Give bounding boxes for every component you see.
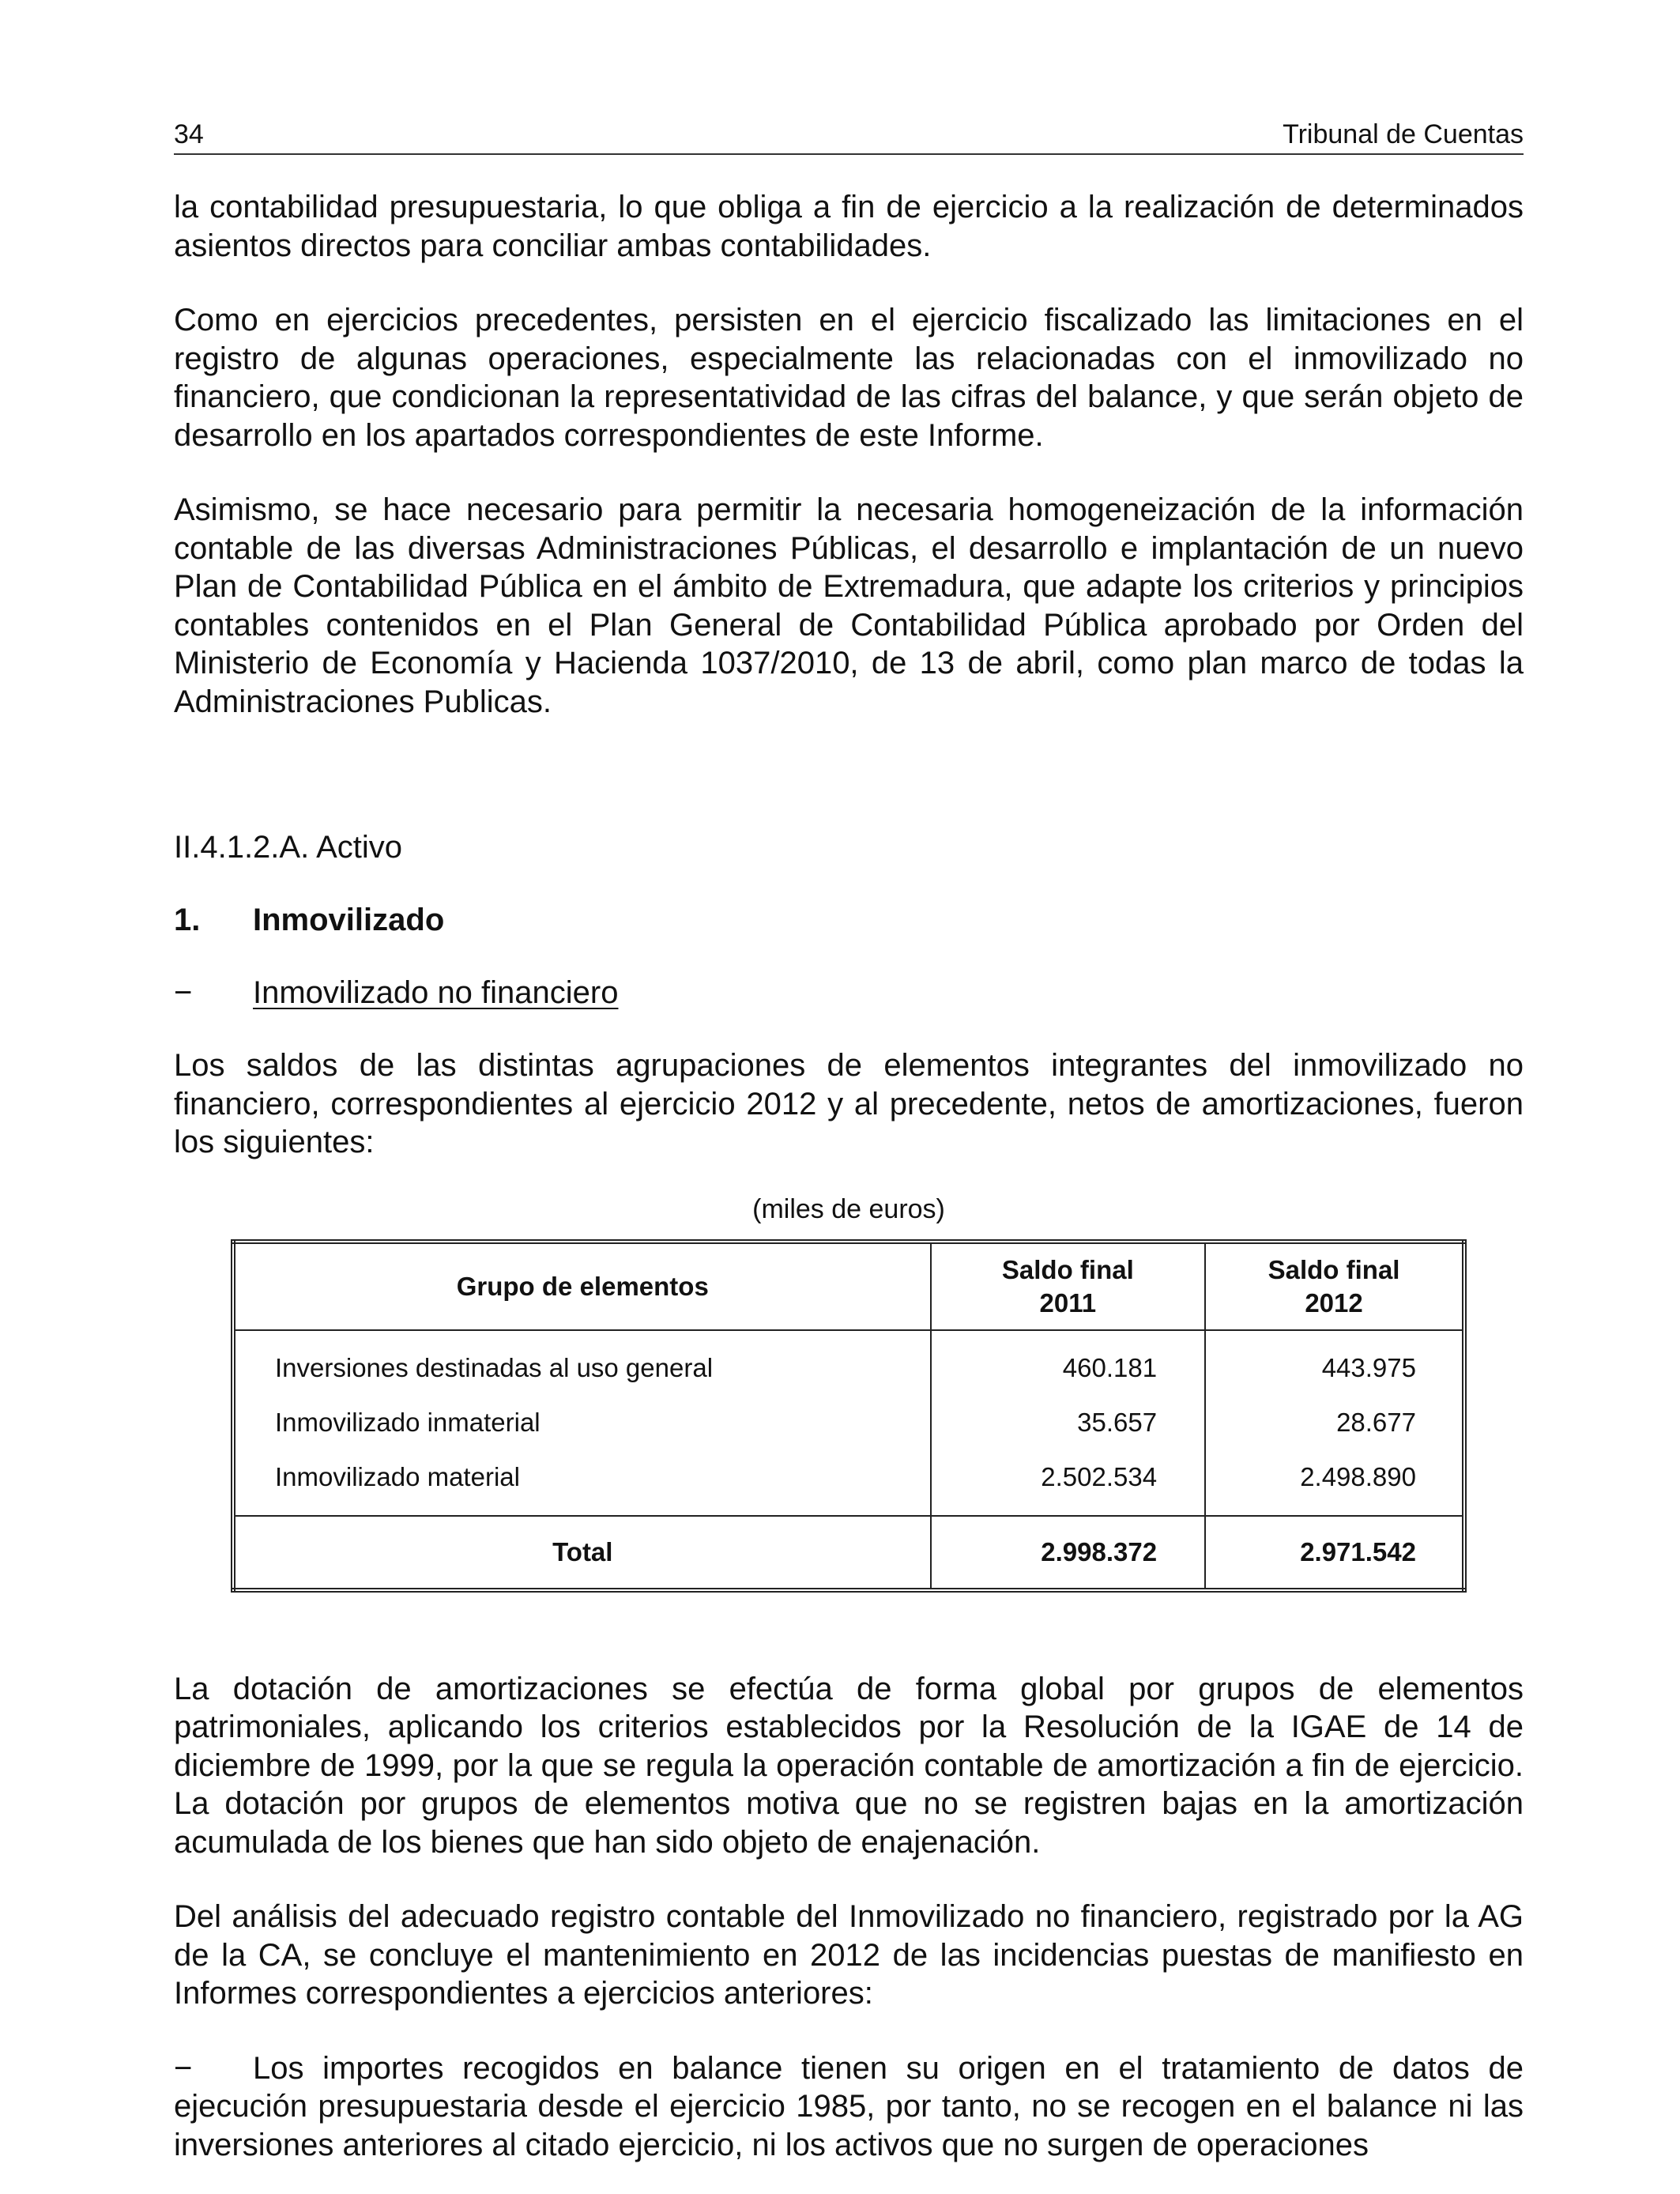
row-label: Inmovilizado material xyxy=(275,1462,520,1491)
page-number: 34 xyxy=(174,119,204,149)
row-value-2012: 2.498.890 xyxy=(1205,1450,1464,1516)
paragraph-5: La dotación de amortizaciones se efectúa de forma global por grupos de elementos patrimoniales, aplicando los criterios establecidos por la Resolución de la IGAE de 14 de diciembre de 1999, por la que se regula la operación contable de amortización a fin de ejercicio. La dotación por grupos de elementos motiva que no se registren bajas en la amortización acumulada de los bienes que han sido objeto de enajenación. xyxy=(174,1671,1524,1860)
total-2011: 2.998.372 xyxy=(931,1516,1206,1590)
bullet-paragraph xyxy=(174,2049,1524,2165)
paragraph-2: Como en ejercicios precedentes, persisten en el ejercicio fiscalizado las limitaciones en el registro de algunas operaciones, especialmente las relacionadas con el inmovilizado no financiero, que condicionan la representatividad de las cifras del balance, y que serán objeto de desarrollo en los apartados correspondientes de este Informe. xyxy=(174,303,1524,453)
row-label: Inversiones destinadas al uso general xyxy=(275,1353,714,1382)
table-total-row xyxy=(233,1516,1464,1590)
bullet-dash: − xyxy=(174,2050,193,2086)
heading-number: 1. xyxy=(174,903,201,937)
dash-marker: − xyxy=(174,975,193,1010)
row-value-2011: 460.181 xyxy=(931,1330,1206,1396)
subheading xyxy=(174,974,1524,1012)
heading-inmovilizado xyxy=(174,901,1524,939)
table-units: (miles de euros) xyxy=(752,1193,945,1224)
header-group: Grupo de elementos xyxy=(233,1242,931,1330)
header-2012: Saldo final 2012 xyxy=(1205,1242,1464,1330)
table-header-row xyxy=(233,1242,1464,1330)
publisher-name: Tribunal de Cuentas xyxy=(1283,119,1524,149)
paragraph-6: Del análisis del adecuado registro contable del Inmovilizado no financiero, registrado por la AG de la CA, se concluye el mantenimiento en 2012 de las incidencias puestas de manifiesto en Informes correspondientes a ejercicios anteriores: xyxy=(174,1899,1524,2011)
paragraph-1: la contabilidad presupuestaria, lo que obliga a fin de ejercicio a la realización de determinados asientos directos para conciliar ambas contabilidades. xyxy=(174,190,1524,263)
total-label: Total xyxy=(233,1516,931,1590)
row-value-2012: 443.975 xyxy=(1205,1330,1464,1396)
paragraph-4: Los saldos de las distintas agrupaciones de elementos integrantes del inmovilizado no financiero, correspondientes al ejercicio 2012 y al precedente, netos de amortizaciones, fueron los siguientes: xyxy=(174,1048,1524,1159)
table-row xyxy=(233,1396,1464,1450)
row-label: Inmovilizado inmaterial xyxy=(275,1408,541,1437)
row-value-2011: 35.657 xyxy=(931,1396,1206,1450)
header-2011: Saldo final 2011 xyxy=(931,1242,1206,1330)
total-2012: 2.971.542 xyxy=(1205,1516,1464,1590)
bullet-text: Los importes recogidos en balance tienen su origen en el tratamiento de datos de ejecución presupuestaria desde el ejercicio 1985, por tanto, no se recogen en el balance ni las inversiones anteriores al citado ejercicio, ni los activos que no surgen de operaciones xyxy=(174,2050,1524,2162)
paragraph-3: Asimismo, se hace necesario para permitir la necesaria homogeneización de la información contable de las diversas Administraciones Públicas, el desarrollo e implantación de un nuevo Plan de Contabilidad Pública en el ámbito de Extremadura, que adapte los criterios y principios contables contenidos en el Plan General de Contabilidad Pública aprobado por Orden del Ministerio de Economía y Hacienda 1037/2010, de 13 de abril, como plan marco de todas la Administraciones Publicas. xyxy=(174,492,1524,719)
table-row xyxy=(233,1330,1464,1396)
table-row xyxy=(233,1450,1464,1516)
row-value-2012: 28.677 xyxy=(1205,1396,1464,1450)
section-title: II.4.1.2.A. Activo xyxy=(174,830,403,865)
document-page xyxy=(174,119,1524,2164)
page-header xyxy=(174,119,1524,155)
row-value-2011: 2.502.534 xyxy=(931,1450,1206,1516)
subheading-title: Inmovilizado no financiero xyxy=(253,975,619,1010)
heading-title: Inmovilizado xyxy=(253,903,445,937)
balances-table xyxy=(231,1239,1467,1593)
